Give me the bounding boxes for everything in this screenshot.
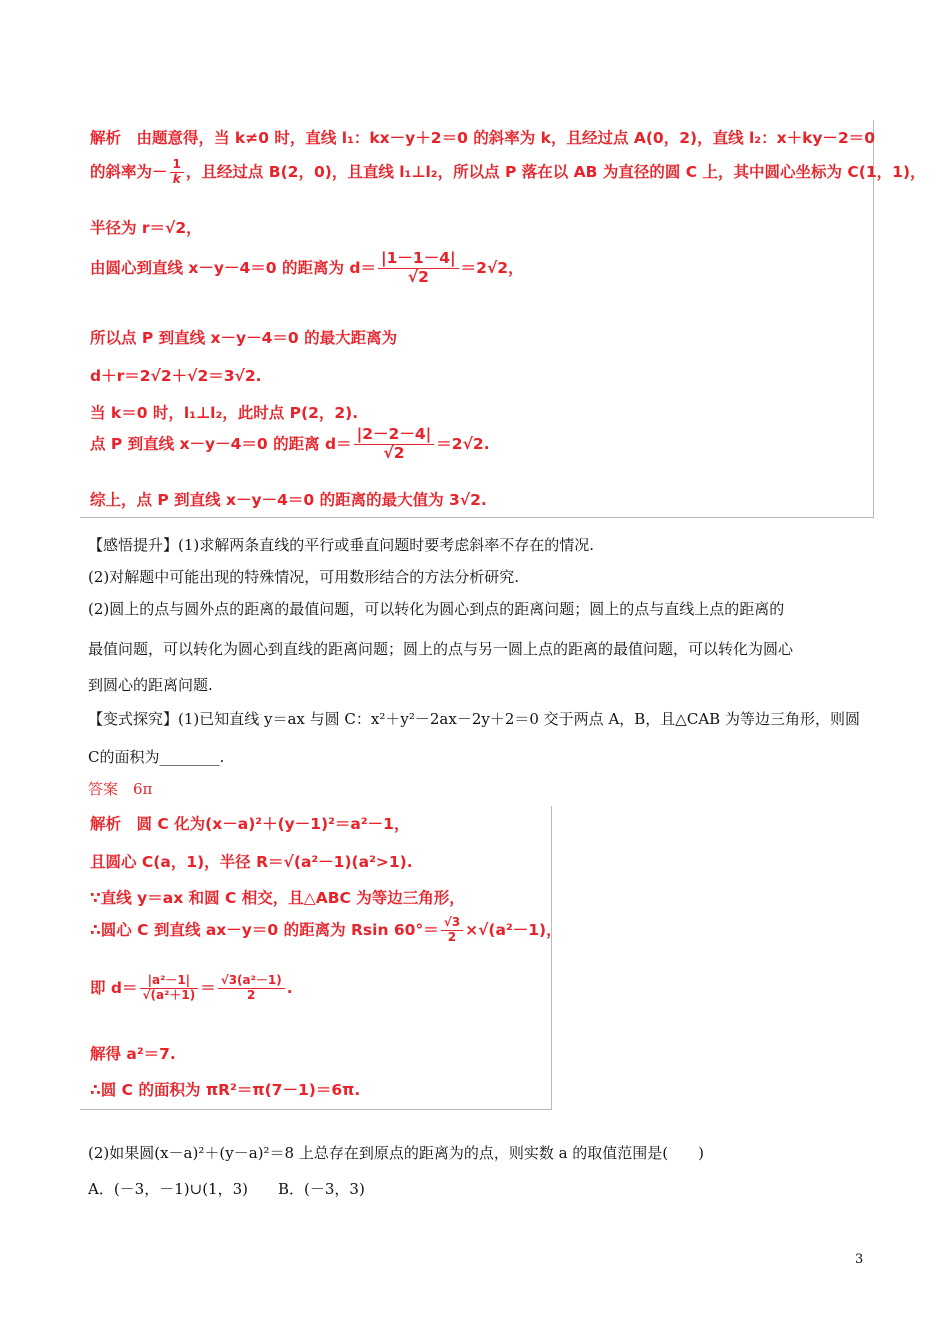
slope-numerator: 1	[170, 158, 184, 173]
distance-denominator-3: √(a²＋1)	[142, 987, 196, 1002]
solution1-line5: 所以点 P 到直线 x－y－4＝0 的最大距离为	[90, 329, 398, 347]
solution1-line4-post: ＝2√2，	[460, 258, 524, 277]
solution1-line9: 综上，点 P 到直线 x－y－4＝0 的距离的最大值为 3√2.	[90, 491, 487, 509]
insight-line1: 【感悟提升】(1)求解两条直线的平行或垂直问题时要考虑斜率不存在的情况.	[88, 536, 595, 554]
solution2-line5-post: .	[286, 978, 293, 997]
solution2-line5	[90, 974, 293, 1003]
distance-numerator-1: |1－1－4|	[378, 250, 459, 269]
solution1-line8-post: ＝2√2.	[436, 434, 490, 453]
question2-options: A．(－3，－1)∪(1，3) B．(－3，3)	[88, 1180, 365, 1198]
insight-line5: 到圆心的距离问题.	[88, 676, 213, 694]
solution1-line2-post: ，且经过点 B(2，0)，且直线 l₁⊥l₂，所以点 P 落在以 AB 为直径的圆 C 上，其中圆心坐标为 C(1，1)，	[185, 162, 926, 181]
solution2-line4-post: ×√(a²－1)，	[465, 920, 562, 939]
distance-numerator-4: √3(a²－1)	[218, 974, 285, 989]
solution-box-1	[80, 120, 926, 518]
solution1-line1: 解析 由题意得，当 k≠0 时，直线 l₁：kx－y＋2＝0 的斜率为 k，且经过点 A(0，2)，直线 l₂：x＋ky－2＝0	[90, 129, 876, 147]
solution2-line3: ∵直线 y＝ax 和圆 C 相交，且△ABC 为等边三角形，	[90, 889, 465, 907]
sin-denominator: 2	[447, 929, 457, 944]
solution2-line6: 解得 a²＝7.	[90, 1045, 176, 1063]
solution1-line6: d＋r＝2√2＋√2＝3√2.	[90, 367, 262, 385]
distance-fraction-2	[354, 426, 435, 463]
distance-numerator-3: |a²－1|	[140, 974, 199, 989]
solution1-line2	[90, 158, 926, 187]
solution1-line8-pre: 点 P 到直线 x－y－4＝0 的距离 d＝	[90, 434, 352, 453]
question2-line1: (2)如果圆(x－a)²＋(y－a)²＝8 上总存在到原点的距离为的点，则实数 a 的取值范围是( )	[88, 1144, 704, 1162]
variant-line1: 【变式探究】(1)已知直线 y＝ax 与圆 C：x²＋y²－2ax－2y＋2＝0 交于两点 A，B，且△CAB 为等边三角形，则圆	[88, 710, 860, 728]
solution1-line3: 半径为 r＝√2，	[90, 219, 202, 237]
solution2-line5-eq: ＝	[200, 978, 216, 997]
solution-box-2	[80, 806, 562, 1110]
insight-line3: (2)圆上的点与圆外点的距离的最值问题，可以转化为圆心到点的距离问题；圆上的点与直线上点的距离的	[88, 600, 785, 618]
solution2-line2: 且圆心 C(a，1)，半径 R＝√(a²－1)(a²>1).	[90, 853, 413, 871]
insight-line4: 最值问题，可以转化为圆心到直线的距离问题；圆上的点与另一圆上点的距离的最值问题，可以转化为圆心	[88, 640, 794, 658]
distance-denominator-2: √2	[383, 443, 405, 462]
solution2-line4-pre: ∴圆心 C 到直线 ax－y＝0 的距离为 Rsin 60°＝	[90, 920, 439, 939]
distance-denominator-1: √2	[407, 267, 429, 286]
solution1-line4	[90, 250, 524, 287]
distance-numerator-2: |2－2－4|	[354, 426, 435, 445]
solution1-line7: 当 k＝0 时，l₁⊥l₂，此时点 P(2，2).	[90, 404, 359, 422]
insight-line2: (2)对解题中可能出现的特殊情况，可用数形结合的方法分析研究.	[88, 568, 520, 586]
distance-denominator-4: 2	[247, 987, 256, 1002]
solution1-line2-pre: 的斜率为－	[90, 162, 168, 181]
solution2-line1: 解析 圆 C 化为(x－a)²＋(y－1)²＝a²－1，	[90, 815, 410, 833]
slope-fraction	[170, 158, 184, 187]
distance-fraction-4	[218, 974, 285, 1003]
variant-line2: C的面积为________.	[88, 748, 225, 766]
answer-line: 答案 6π	[88, 780, 153, 798]
sin-fraction	[441, 916, 463, 945]
sin-numerator: √3	[441, 916, 463, 931]
solution2-line5-pre: 即 d＝	[90, 978, 138, 997]
distance-fraction-1	[378, 250, 459, 287]
page-number: 3	[855, 1252, 864, 1267]
distance-fraction-3	[140, 974, 199, 1003]
solution1-line4-pre: 由圆心到直线 x－y－4＝0 的距离为 d＝	[90, 258, 376, 277]
slope-denominator: k	[172, 171, 181, 186]
solution2-line4	[90, 916, 562, 945]
solution2-line7: ∴圆 C 的面积为 πR²＝π(7－1)＝6π.	[90, 1081, 361, 1099]
solution1-line8	[90, 426, 490, 463]
